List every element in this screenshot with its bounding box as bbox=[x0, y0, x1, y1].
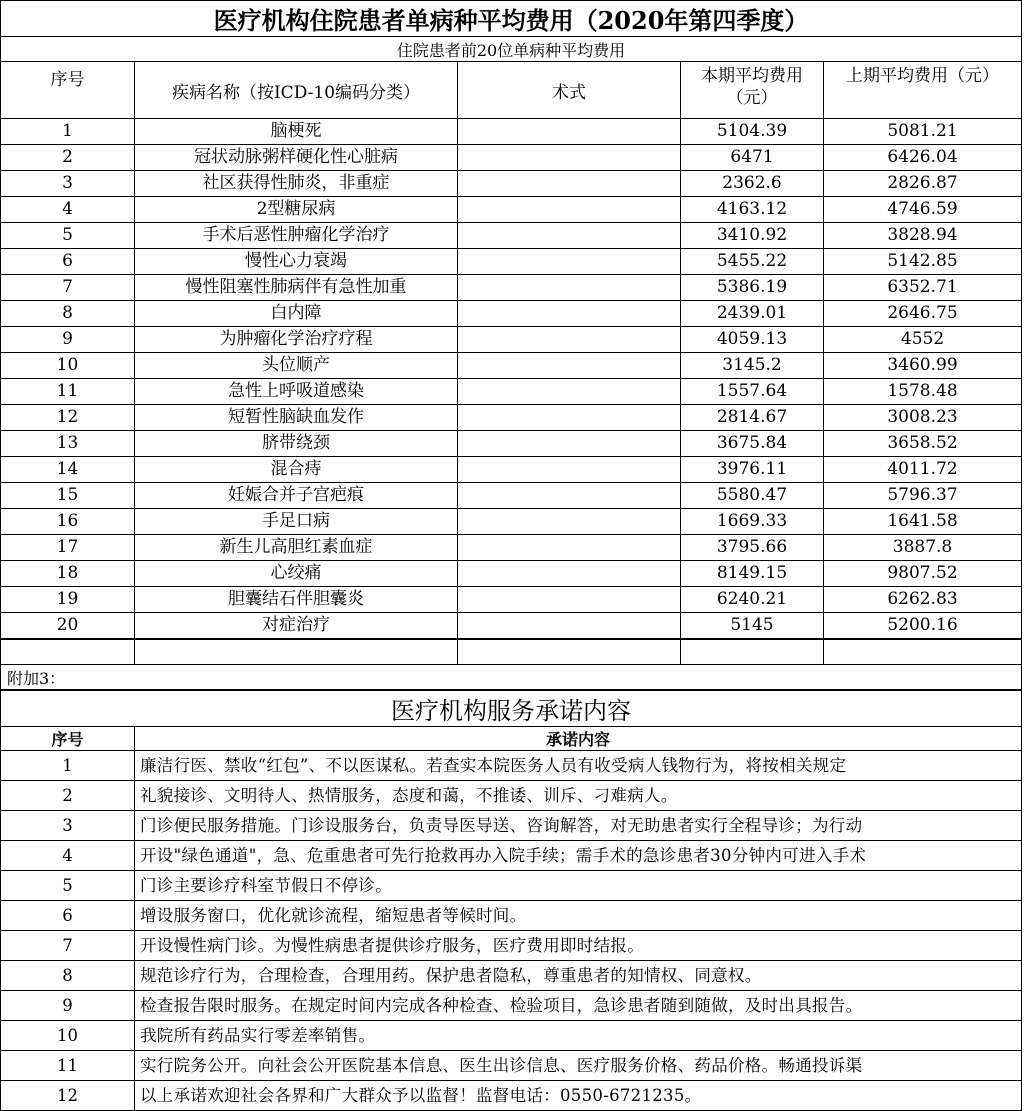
cell-disease: 短暂性脑缺血发作 bbox=[135, 405, 458, 431]
cell-seq: 19 bbox=[1, 587, 135, 613]
promise-seq: 5 bbox=[1, 871, 135, 901]
col-header-disease: 疾病名称（按ICD-10编码分类） bbox=[135, 62, 458, 119]
cell-current: 8149.15 bbox=[681, 561, 824, 587]
cell-surgery bbox=[458, 145, 681, 171]
cell-current: 1557.64 bbox=[681, 379, 824, 405]
promise-row bbox=[1, 781, 1022, 811]
promise-seq: 10 bbox=[1, 1021, 135, 1051]
col-header-surgery: 术式 bbox=[458, 62, 681, 119]
promise-seq: 1 bbox=[1, 751, 135, 781]
col-header-seq: 序号 bbox=[1, 62, 135, 119]
col-header-previous bbox=[824, 62, 1022, 119]
table-row bbox=[1, 431, 1022, 457]
cell-previous: 5200.16 bbox=[824, 613, 1022, 639]
cell-seq: 11 bbox=[1, 379, 135, 405]
cell-surgery bbox=[458, 379, 681, 405]
cell-surgery bbox=[458, 457, 681, 483]
promise-text: 以上承诺欢迎社会各界和广大群众予以监督！监督电话：0550-6721235。 bbox=[135, 1081, 1022, 1111]
table-row bbox=[1, 275, 1022, 301]
cell-current: 3795.66 bbox=[681, 535, 824, 561]
table-row bbox=[1, 327, 1022, 353]
promise-text: 开设"绿色通道"，急、危重患者可先行抢救再办入院手续；需手术的急诊患者30分钟内可进入手术 bbox=[135, 841, 1022, 871]
table-row bbox=[1, 145, 1022, 171]
promise-row bbox=[1, 1021, 1022, 1051]
cell-seq: 8 bbox=[1, 301, 135, 327]
table-row bbox=[1, 457, 1022, 483]
cell-disease: 手术后恶性肿瘤化学治疗 bbox=[135, 223, 458, 249]
promise-text: 开设慢性病门诊。为慢性病患者提供诊疗服务，医疗费用即时结报。 bbox=[135, 931, 1022, 961]
table-row bbox=[1, 587, 1022, 613]
blank-row bbox=[1, 640, 1022, 665]
cell-seq: 4 bbox=[1, 197, 135, 223]
table-row bbox=[1, 379, 1022, 405]
table-row bbox=[1, 119, 1022, 145]
header-row bbox=[1, 62, 1022, 119]
cell-previous: 4552 bbox=[824, 327, 1022, 353]
cell-seq: 1 bbox=[1, 119, 135, 145]
cell-disease: 妊娠合并子宫疤痕 bbox=[135, 483, 458, 509]
table-row bbox=[1, 535, 1022, 561]
cell-previous: 5081.21 bbox=[824, 119, 1022, 145]
promise-row bbox=[1, 961, 1022, 991]
cell-surgery bbox=[458, 171, 681, 197]
cell-current: 5580.47 bbox=[681, 483, 824, 509]
cell-seq: 2 bbox=[1, 145, 135, 171]
cell-current: 5145 bbox=[681, 613, 824, 639]
promise-text: 门诊便民服务措施。门诊设服务台，负责导医导送、咨询解答，对无助患者实行全程导诊；为行动 bbox=[135, 811, 1022, 841]
cell-disease: 为肿瘤化学治疗疗程 bbox=[135, 327, 458, 353]
cell-surgery bbox=[458, 223, 681, 249]
promise-text: 检查报告限时服务。在规定时间内完成各种检查、检验项目，急诊患者随到随做，及时出具报告。 bbox=[135, 991, 1022, 1021]
table-row bbox=[1, 223, 1022, 249]
cell-seq: 16 bbox=[1, 509, 135, 535]
promise-seq: 7 bbox=[1, 931, 135, 961]
table-row bbox=[1, 613, 1022, 639]
cell-current: 3410.92 bbox=[681, 223, 824, 249]
promise-row bbox=[1, 931, 1022, 961]
cell-current: 2362.6 bbox=[681, 171, 824, 197]
table-row bbox=[1, 561, 1022, 587]
table-row bbox=[1, 353, 1022, 379]
cell-disease: 心绞痛 bbox=[135, 561, 458, 587]
cell-disease: 急性上呼吸道感染 bbox=[135, 379, 458, 405]
cell-previous: 9807.52 bbox=[824, 561, 1022, 587]
cell-seq: 17 bbox=[1, 535, 135, 561]
cell-seq: 15 bbox=[1, 483, 135, 509]
cell-seq: 10 bbox=[1, 353, 135, 379]
promise-text: 廉洁行医、禁收“红包”、不以医谋私。若查实本院医务人员有收受病人钱物行为，将按相关规定 bbox=[135, 751, 1022, 781]
col-header-current bbox=[681, 62, 824, 119]
cell-disease: 新生儿高胆红素血症 bbox=[135, 535, 458, 561]
cell-seq: 12 bbox=[1, 405, 135, 431]
cell-disease: 混合痔 bbox=[135, 457, 458, 483]
cell-seq: 3 bbox=[1, 171, 135, 197]
appendix-label: 附加3： bbox=[1, 665, 135, 690]
promise-row bbox=[1, 901, 1022, 931]
cell-current: 5386.19 bbox=[681, 275, 824, 301]
promise-seq: 11 bbox=[1, 1051, 135, 1081]
table-row bbox=[1, 483, 1022, 509]
cell-seq: 18 bbox=[1, 561, 135, 587]
promise-row bbox=[1, 991, 1022, 1021]
cell-surgery bbox=[458, 119, 681, 145]
cell-current: 1669.33 bbox=[681, 509, 824, 535]
cell-current: 4163.12 bbox=[681, 197, 824, 223]
promise-seq: 12 bbox=[1, 1081, 135, 1111]
promise-text: 礼貌接诊、文明待人、热情服务，态度和蔼，不推诿、训斥、刁难病人。 bbox=[135, 781, 1022, 811]
table-row bbox=[1, 171, 1022, 197]
cell-previous: 2646.75 bbox=[824, 301, 1022, 327]
promise-row bbox=[1, 1051, 1022, 1081]
promise-header-row bbox=[1, 727, 1022, 751]
promise-row bbox=[1, 751, 1022, 781]
cell-seq: 13 bbox=[1, 431, 135, 457]
cell-current: 3675.84 bbox=[681, 431, 824, 457]
cell-current: 6471 bbox=[681, 145, 824, 171]
cell-seq: 7 bbox=[1, 275, 135, 301]
cell-disease: 2型糖尿病 bbox=[135, 197, 458, 223]
cell-previous: 6352.71 bbox=[824, 275, 1022, 301]
promise-text: 实行院务公开。向社会公开医院基本信息、医生出诊信息、医疗服务价格、药品价格。畅通投诉渠 bbox=[135, 1051, 1022, 1081]
page-title: 医疗机构住院患者单病种平均费用（2020年第四季度） bbox=[1, 1, 1022, 37]
cell-previous: 2826.87 bbox=[824, 171, 1022, 197]
promise-row bbox=[1, 811, 1022, 841]
cell-surgery bbox=[458, 431, 681, 457]
col-header-previous-text: 上期平均费用（元） bbox=[846, 66, 999, 86]
promise-text: 增设服务窗口，优化就诊流程，缩短患者等候时间。 bbox=[135, 901, 1022, 931]
cell-surgery bbox=[458, 327, 681, 353]
cell-previous: 5142.85 bbox=[824, 249, 1022, 275]
cell-previous: 3658.52 bbox=[824, 431, 1022, 457]
cell-previous: 3008.23 bbox=[824, 405, 1022, 431]
cell-surgery bbox=[458, 301, 681, 327]
promise-row bbox=[1, 871, 1022, 901]
blank-rows bbox=[0, 639, 1022, 690]
cell-seq: 20 bbox=[1, 613, 135, 639]
promise-row bbox=[1, 1081, 1022, 1111]
cell-surgery bbox=[458, 483, 681, 509]
cell-current: 2439.01 bbox=[681, 301, 824, 327]
cell-surgery bbox=[458, 613, 681, 639]
cell-surgery bbox=[458, 197, 681, 223]
cell-current: 5104.39 bbox=[681, 119, 824, 145]
cell-previous: 3887.8 bbox=[824, 535, 1022, 561]
cell-surgery bbox=[458, 561, 681, 587]
cell-surgery bbox=[458, 275, 681, 301]
cell-disease: 对症治疗 bbox=[135, 613, 458, 639]
table-row bbox=[1, 301, 1022, 327]
promise-seq: 8 bbox=[1, 961, 135, 991]
cell-surgery bbox=[458, 509, 681, 535]
table-row bbox=[1, 509, 1022, 535]
cell-previous: 4746.59 bbox=[824, 197, 1022, 223]
cell-previous: 1578.48 bbox=[824, 379, 1022, 405]
cell-disease: 白内障 bbox=[135, 301, 458, 327]
promise-seq: 6 bbox=[1, 901, 135, 931]
cell-disease: 胆囊结石伴胆囊炎 bbox=[135, 587, 458, 613]
cell-current: 4059.13 bbox=[681, 327, 824, 353]
promise-text: 规范诊疗行为，合理检查，合理用药。保护患者隐私，尊重患者的知情权、同意权。 bbox=[135, 961, 1022, 991]
cell-disease: 社区获得性肺炎，非重症 bbox=[135, 171, 458, 197]
cell-disease: 脑梗死 bbox=[135, 119, 458, 145]
cell-previous: 5796.37 bbox=[824, 483, 1022, 509]
cell-current: 5455.22 bbox=[681, 249, 824, 275]
cell-current: 6240.21 bbox=[681, 587, 824, 613]
cell-surgery bbox=[458, 249, 681, 275]
col-header-current-text: 本期平均费用（元） bbox=[701, 66, 803, 108]
promise-seq: 3 bbox=[1, 811, 135, 841]
cell-seq: 6 bbox=[1, 249, 135, 275]
cell-current: 3145.2 bbox=[681, 353, 824, 379]
cell-previous: 4011.72 bbox=[824, 457, 1022, 483]
promise-seq: 4 bbox=[1, 841, 135, 871]
promise-text: 我院所有药品实行零差率销售。 bbox=[135, 1021, 1022, 1051]
table-row bbox=[1, 197, 1022, 223]
promise-row bbox=[1, 841, 1022, 871]
cell-current: 3976.11 bbox=[681, 457, 824, 483]
cell-disease: 冠状动脉粥样硬化性心脏病 bbox=[135, 145, 458, 171]
table-row bbox=[1, 249, 1022, 275]
table-subtitle: 住院患者前20位单病种平均费用 bbox=[1, 37, 1022, 62]
cell-disease: 头位顺产 bbox=[135, 353, 458, 379]
cell-surgery bbox=[458, 587, 681, 613]
table-row bbox=[1, 405, 1022, 431]
cell-seq: 9 bbox=[1, 327, 135, 353]
cell-disease: 手足口病 bbox=[135, 509, 458, 535]
promise-header-content: 承诺内容 bbox=[135, 727, 1022, 751]
cell-previous: 6426.04 bbox=[824, 145, 1022, 171]
promise-seq: 2 bbox=[1, 781, 135, 811]
cell-seq: 5 bbox=[1, 223, 135, 249]
promise-title: 医疗机构服务承诺内容 bbox=[1, 691, 1022, 727]
cell-surgery bbox=[458, 353, 681, 379]
cell-seq: 14 bbox=[1, 457, 135, 483]
cell-disease: 慢性心力衰竭 bbox=[135, 249, 458, 275]
cell-surgery bbox=[458, 405, 681, 431]
promise-seq: 9 bbox=[1, 991, 135, 1021]
cell-previous: 1641.58 bbox=[824, 509, 1022, 535]
promise-table bbox=[0, 690, 1022, 1111]
cell-previous: 3460.99 bbox=[824, 353, 1022, 379]
cell-previous: 6262.83 bbox=[824, 587, 1022, 613]
cell-disease: 慢性阻塞性肺病伴有急性加重 bbox=[135, 275, 458, 301]
promise-text: 门诊主要诊疗科室节假日不停诊。 bbox=[135, 871, 1022, 901]
cell-disease: 脐带绕颈 bbox=[135, 431, 458, 457]
cell-previous: 3828.94 bbox=[824, 223, 1022, 249]
promise-header-seq: 序号 bbox=[1, 727, 135, 751]
cell-current: 2814.67 bbox=[681, 405, 824, 431]
cell-surgery bbox=[458, 535, 681, 561]
